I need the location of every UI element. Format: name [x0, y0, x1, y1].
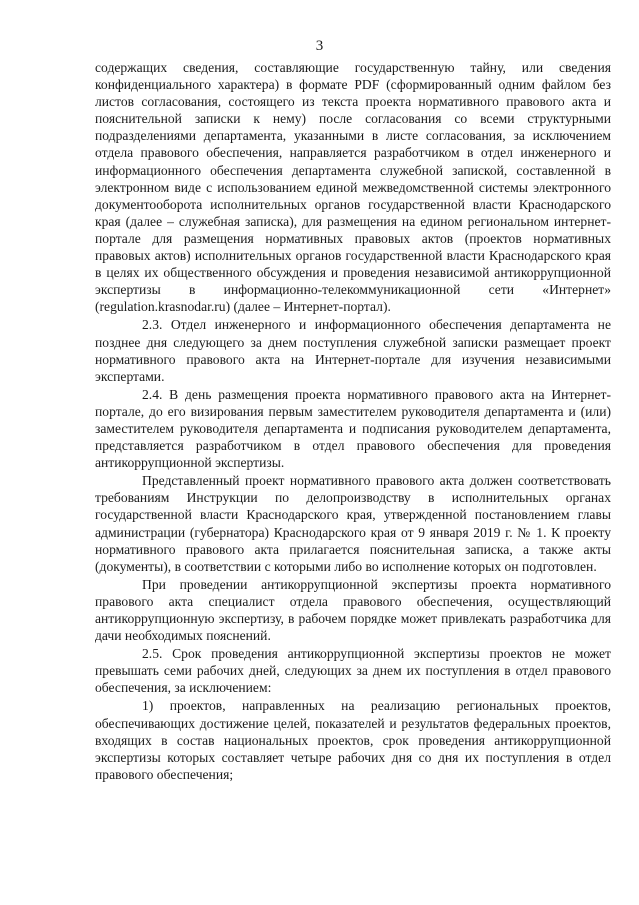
paragraph-2-3: 2.3. Отдел инженерного и информационного обеспечения департамента не позднее дня следующего за днем поступления служебной записки размещает проект нормативного правового акта на Интернет-портале для изучения независимыми экспертами.	[95, 317, 611, 384]
paragraph-2-4: 2.4. В день размещения проекта нормативного правового акта на Интернет-портале, до его визирования первым заместителем руководителя департамента и (или) заместителем руководителя департамента и подписания руководителем департамента, представляется разработчиком в отдел правового обеспечения для проведения антикоррупционной экспертизы.	[95, 386, 611, 471]
paragraph-submitted-draft: Представленный проект нормативного правового акта должен соответствовать требованиям Инструкции по делопроизводству в исполнительных органах государственной власти Краснодарского края, утвержденной постановлением главы администрации (губернатора) Краснодарского края от 9 января 2019 г. № 1. К проекту нормативного правового акта прилагается пояснительная записка, а также акты (документы), в соответствии с которыми либо во исполнение которых он подготовлен.	[95, 473, 611, 574]
paragraph-continuation: содержащих сведения, составляющие государственную тайну, или сведения конфиденциального характера) в формате PDF (сформированный одним файлом без листов согласования, состоящего из текста проекта нормативного правового акта и пояснительной записки к нему) после согласования со всеми структурными подразделениями департамента, указанными в листе согласования, за исключением отдела правового обеспечения, направляется разработчиком в отдел инженерного и информационного обеспечения департамента служебной запиской, составленной в электронном виде с использованием единой межведомственной системы электронного документооборота исполнительных органов государственной власти Краснодарского края (далее – служебная записка), для размещения на едином региональном интернет-портале для размещения нормативных правовых актов (проектов нормативных правовых актов) исполнительных органов государственной власти Краснодарского края в целях их общественного обсуждения и проведения независимой антикоррупционной экспертизы в информационно-телекоммуникационной сети «Интернет» (regulation.krasnodar.ru) (далее – Интернет-портал).	[95, 60, 611, 315]
document-body	[95, 59, 611, 783]
paragraph-expertise-clarifications: При проведении антикоррупционной экспертизы проекта нормативного правового акта специалист отдела правового обеспечения, осуществляющий антикоррупционную экспертизу, в рабочем порядке может привлекать разработчика для дачи необходимых пояснений.	[95, 576, 611, 644]
page-number: 3	[315, 38, 324, 54]
paragraph-2-5: 2.5. Срок проведения антикоррупционной экспертизы проектов не может превышать семи рабочих дней, следующих за днем их поступления в отдел правового обеспечения, за исключением:	[95, 646, 611, 696]
paragraph-item-1: 1) проектов, направленных на реализацию региональных проектов, обеспечивающих достижение целей, показателей и результатов федеральных проектов, входящих в состав национальных проектов, срок проведения антикоррупционной экспертизы которых составляет четыре рабочих дня со дня их поступления в отдел правового обеспечения;	[95, 698, 611, 782]
